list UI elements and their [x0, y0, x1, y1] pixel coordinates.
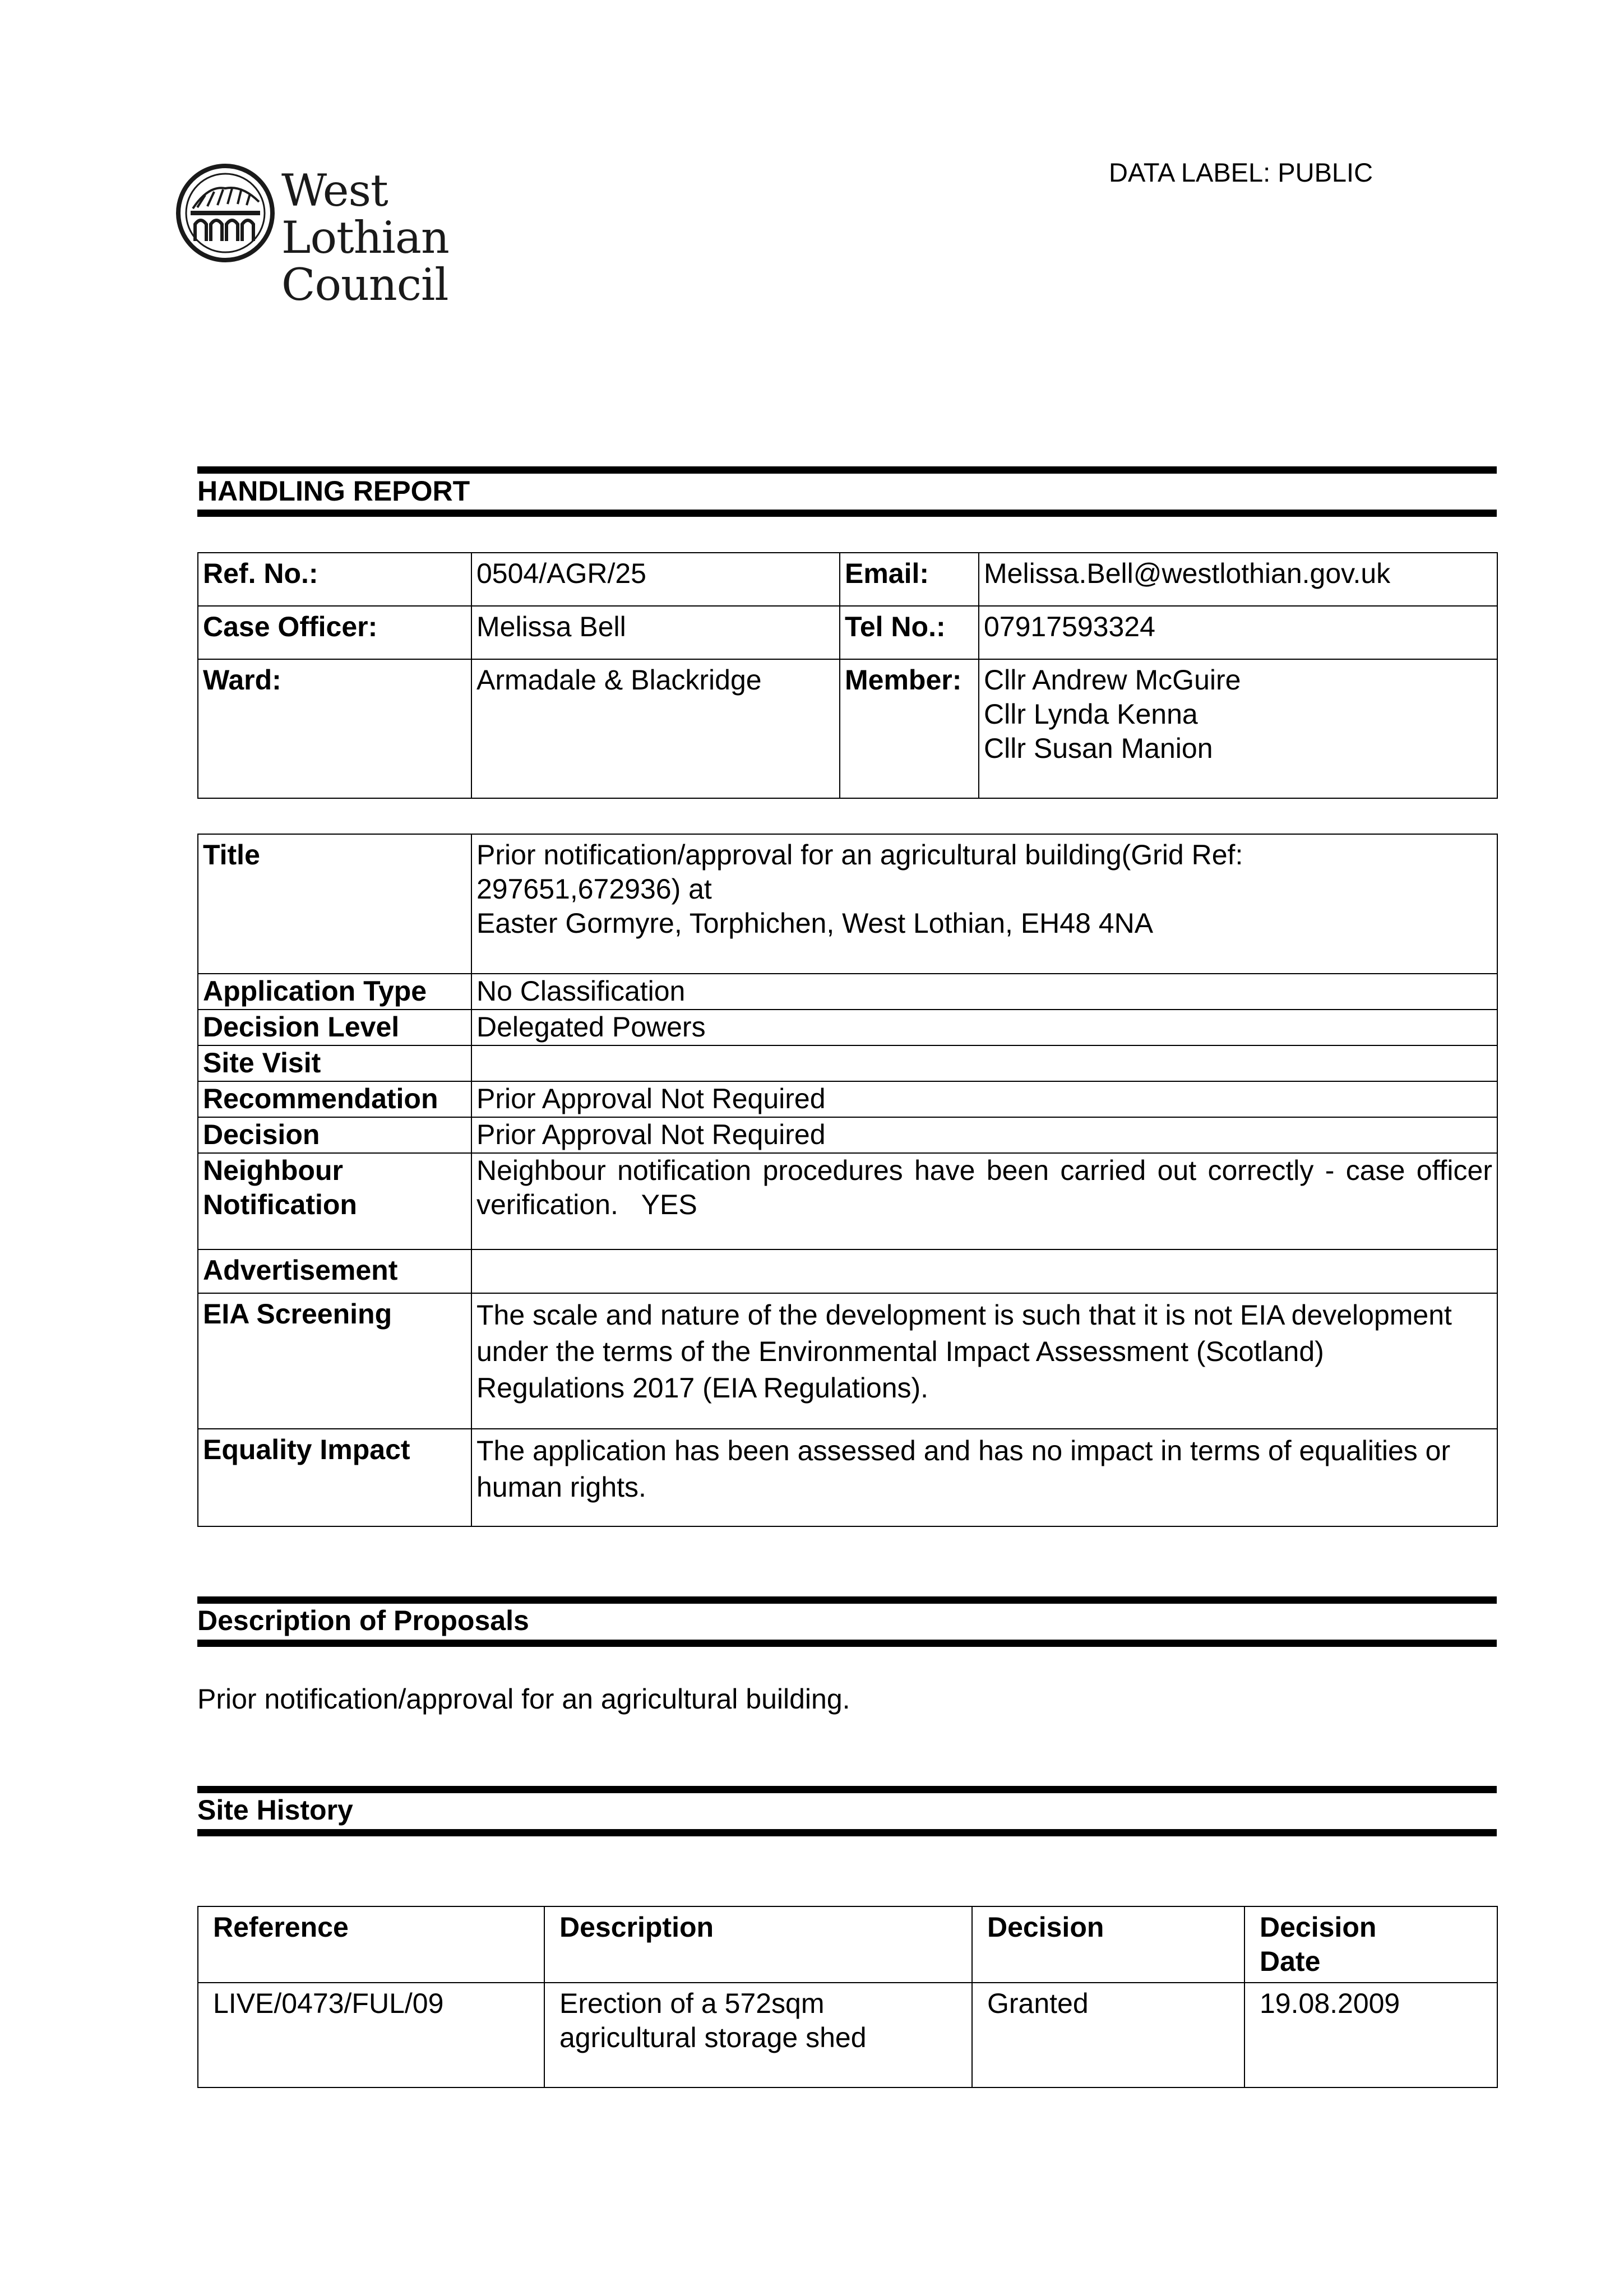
description-text: Prior notification/approval for an agricultural building.	[197, 1683, 850, 1715]
table-row	[198, 1045, 1497, 1081]
table-row	[198, 1983, 1497, 2087]
tel-label: Tel No.:	[840, 606, 979, 659]
case-officer-value: Melissa Bell	[471, 606, 840, 659]
site-history-band	[197, 1786, 1497, 1836]
history-date: 19.08.2009	[1244, 1983, 1497, 2087]
site-visit-value	[471, 1045, 1497, 1081]
history-decision: Granted	[972, 1983, 1244, 2087]
handling-report-heading: HANDLING REPORT	[197, 475, 470, 507]
contact-table	[197, 552, 1498, 799]
decision-value: Prior Approval Not Required	[471, 1117, 1497, 1153]
description-heading: Description of Proposals	[197, 1605, 529, 1636]
table-row	[198, 974, 1497, 1010]
description-band	[197, 1596, 1497, 1647]
member-name: Cllr Andrew McGuire	[984, 664, 1241, 696]
table-row	[198, 659, 1497, 798]
advertisement-value	[471, 1249, 1497, 1293]
divider	[197, 1596, 1497, 1604]
tel-value: 07917593324	[979, 606, 1497, 659]
eia-screening-value: The scale and nature of the development is such that it is not EIA development under the terms of the Environmental Impact Assessment (Scotland) Regulations 2017 (EIA Regulations).	[471, 1293, 1497, 1429]
logo-wordmark	[281, 165, 556, 311]
recommendation-label: Recommendation	[198, 1081, 471, 1117]
neighbour-notification-value: Neighbour notification procedures have been carried out correctly - case officer verification. YES	[471, 1153, 1497, 1249]
ward-value: Armadale & Blackridge	[471, 659, 840, 798]
members-cell	[979, 659, 1497, 798]
table-row	[198, 553, 1497, 606]
title-line: 297651,672936) at	[476, 873, 712, 905]
divider	[197, 1640, 1497, 1647]
history-reference: LIVE/0473/FUL/09	[198, 1983, 544, 2087]
details-table	[197, 834, 1498, 1527]
decision-level-label: Decision Level	[198, 1010, 471, 1045]
ward-label: Ward:	[198, 659, 471, 798]
title-line: Easter Gormyre, Torphichen, West Lothian, EH48 4NA	[476, 908, 1154, 939]
title-value	[471, 834, 1497, 974]
ref-value: 0504/AGR/25	[471, 553, 840, 606]
site-history-table	[197, 1906, 1498, 2088]
table-row	[198, 1429, 1497, 1526]
divider	[197, 1786, 1497, 1793]
title-line: Prior notification/approval for an agricultural building(Grid Ref:	[476, 839, 1243, 871]
table-row	[198, 1293, 1497, 1429]
table-row	[198, 834, 1497, 974]
neighbour-notification-label	[198, 1153, 471, 1249]
table-row	[198, 1081, 1497, 1117]
decision-label: Decision	[198, 1117, 471, 1153]
application-type-value: No Classification	[471, 974, 1497, 1010]
case-officer-label: Case Officer:	[198, 606, 471, 659]
divider	[197, 466, 1497, 474]
table-row	[198, 1249, 1497, 1293]
column-header: Decision Date	[1244, 1906, 1497, 1983]
column-header: Reference	[198, 1906, 544, 1983]
logo-line-1: West Lothian	[281, 165, 449, 263]
title-label: Title	[198, 834, 471, 974]
advertisement-label: Advertisement	[198, 1249, 471, 1293]
member-name: Cllr Lynda Kenna	[984, 698, 1198, 730]
column-header: Decision	[972, 1906, 1244, 1983]
neighbour-label-line: Notification	[203, 1189, 357, 1220]
recommendation-value: Prior Approval Not Required	[471, 1081, 1497, 1117]
member-name: Cllr Susan Manion	[984, 733, 1213, 764]
table-row	[198, 1117, 1497, 1153]
table-row	[198, 606, 1497, 659]
table-row	[198, 1153, 1497, 1249]
table-header-row	[198, 1906, 1497, 1983]
email-label: Email:	[840, 553, 979, 606]
bridge-seal-icon	[175, 163, 276, 263]
site-visit-label: Site Visit	[198, 1045, 471, 1081]
divider	[197, 510, 1497, 517]
handling-report-band	[197, 466, 1497, 517]
site-history-heading: Site History	[197, 1794, 353, 1826]
column-header: Description	[544, 1906, 972, 1983]
data-label: DATA LABEL: PUBLIC	[1109, 158, 1373, 187]
email-value[interactable]: Melissa.Bell@westlothian.gov.uk	[979, 553, 1497, 606]
equality-impact-label: Equality Impact	[198, 1429, 471, 1526]
equality-impact-value: The application has been assessed and has no impact in terms of equalities or human rights.	[471, 1429, 1497, 1526]
council-logo	[175, 163, 556, 311]
member-label: Member:	[840, 659, 979, 798]
history-description: Erection of a 572sqm agricultural storage shed	[544, 1983, 972, 2087]
ref-label: Ref. No.:	[198, 553, 471, 606]
logo-line-2: Council	[281, 259, 448, 311]
application-type-label: Application Type	[198, 974, 471, 1010]
eia-screening-label: EIA Screening	[198, 1293, 471, 1429]
divider	[197, 1829, 1497, 1836]
neighbour-label-line: Neighbour	[203, 1155, 343, 1186]
decision-level-value: Delegated Powers	[471, 1010, 1497, 1045]
table-row	[198, 1010, 1497, 1045]
